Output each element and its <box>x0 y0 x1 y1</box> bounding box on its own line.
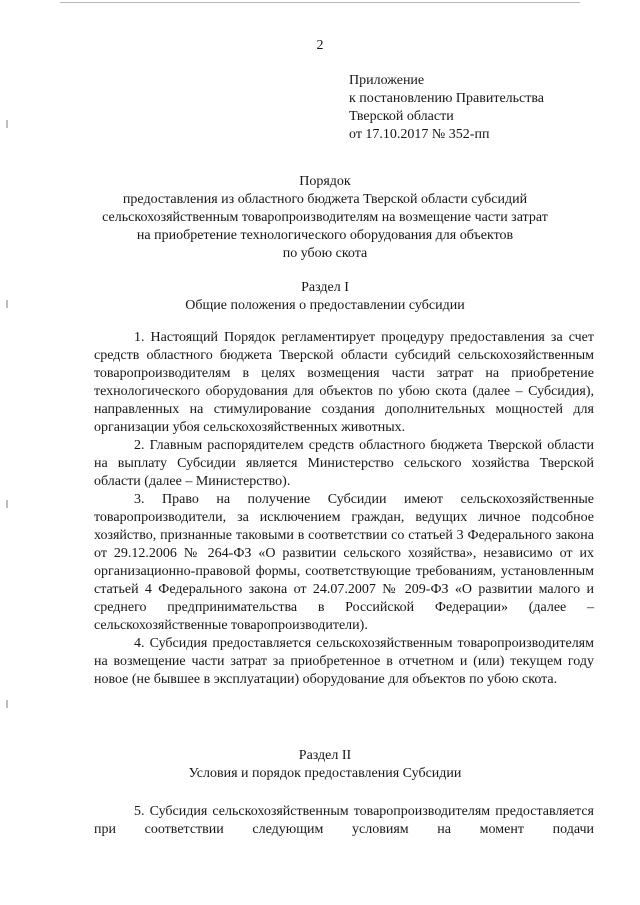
title-line: предоставления из областного бюджета Тверской области субсидий <box>122 192 528 207</box>
title-heading: Порядок <box>299 174 351 189</box>
section-1-body <box>94 329 594 689</box>
section-2-header <box>60 747 590 783</box>
paragraph: 1. Настоящий Порядок регламентирует процедуру предоставления за счет средств областного бюджета Тверской области субсидий сельскохозяйственным товаропроизводителям в целях возмещения части затрат на приобретение технологического оборудования для объектов по убою скота (далее – Субсидия), направленных на стимулирование создания дополнительных мощностей для организации убоя сельскохозяйственных животных. <box>94 330 594 435</box>
section-2-body <box>94 803 594 839</box>
section-subheading: Условия и порядок предоставления Субсидии <box>188 766 462 781</box>
scan-margin-mark <box>6 500 8 508</box>
paragraph: 5. Субсидия сельскохозяйственным товаропроизводителям предоставляется при соответствии следующим условиям на момент подачи <box>94 804 594 837</box>
document-title <box>60 173 590 263</box>
title-line: по убою скота <box>282 246 368 261</box>
section-heading: Раздел I <box>301 280 349 295</box>
scan-top-edge <box>60 2 580 3</box>
appendix-block <box>349 72 629 144</box>
paragraph: 4. Субсидия предоставляется сельскохозяйственным товаропроизводителям на возмещение части затрат за приобретенное в отчетном и (или) текущем году новое (не бывшее в эксплуатации) оборудование для объектов по убою скота. <box>94 636 594 687</box>
appendix-line: к постановлению Правительства <box>349 91 545 106</box>
title-line: сельскохозяйственным товаропроизводителям на возмещение части затрат <box>102 210 548 225</box>
title-line: на приобретение технологического оборудования для объектов <box>136 228 514 243</box>
appendix-line: Приложение <box>349 73 425 88</box>
appendix-line: Тверской области <box>349 109 454 124</box>
scan-margin-mark <box>6 300 8 308</box>
scan-margin-mark <box>6 120 8 128</box>
appendix-line: от 17.10.2017 № 352-пп <box>349 127 490 142</box>
paragraph: 2. Главным распорядителем средств областного бюджета Тверской области на выплату Субсидии является Министерство сельского хозяйства Тверской области (далее – Министерство). <box>94 438 594 489</box>
page-number: 2 <box>316 38 324 53</box>
section-1-header <box>60 279 590 315</box>
scan-margin-mark <box>6 700 8 708</box>
section-subheading: Общие положения о предоставлении субсидии <box>185 298 465 313</box>
section-heading: Раздел II <box>298 748 352 763</box>
paragraph: 3. Право на получение Субсидии имеют сельскохозяйственные товаропроизводители, за исключением граждан, ведущих личное подсобное хозяйство, признанные таковыми в соответствии со статьей 3 Федерального закона от 29.12.2006 № 264-ФЗ «О развитии сельского хозяйства», независимо от их организационно-правовой формы, соответствующие требованиям, установленным статьей 4 Федерального закона от 24.07.2007 № 209-ФЗ «О развитии малого и среднего предпринимательства в Российской Федерации» (далее – сельскохозяйственные товаропроизводители). <box>94 492 594 633</box>
